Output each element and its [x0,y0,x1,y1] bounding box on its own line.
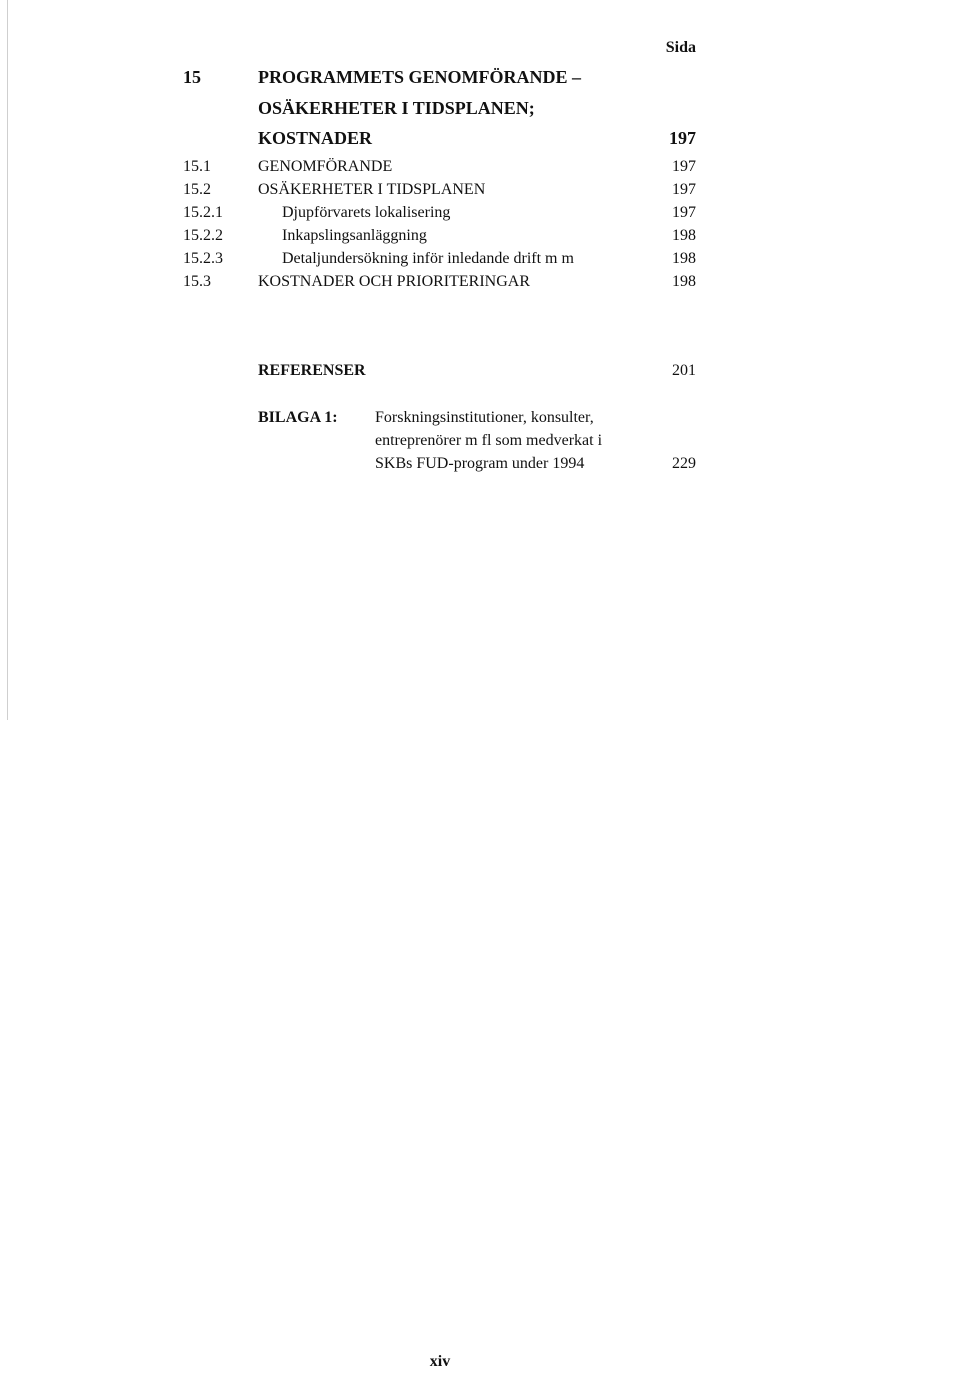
toc-entry-title: GENOMFÖRANDE [258,158,393,175]
toc-entry-page: 197 [672,181,696,198]
footer-page-number: xiv [429,1353,451,1370]
toc-entry-title: Detaljundersökning inför inledande drift m m [282,250,574,267]
toc-entry-page: 197 [672,204,696,221]
toc-entry-number: 15.2.3 [183,250,223,267]
appendix-page: 229 [672,455,696,472]
toc-entry-page: 198 [672,227,696,244]
toc-entry-page: 198 [672,250,696,267]
chapter-title-line-2: OSÄKERHETER I TIDSPLANEN; [258,98,535,118]
toc-entry-title: OSÄKERHETER I TIDSPLANEN [258,181,486,198]
toc-entry-page: 197 [672,158,696,175]
chapter-title-line-3: KOSTNADER [258,128,373,148]
page-column-header: Sida [665,39,696,56]
toc-entry-title: Inkapslingsanläggning [282,227,427,244]
scan-edge-line [7,0,8,720]
appendix-label: BILAGA 1: [258,409,338,426]
appendix-title-line-1: Forskningsinstitutioner, konsulter, [375,409,594,426]
toc-entry-title: KOSTNADER OCH PRIORITERINGAR [258,273,531,290]
references-label: REFERENSER [258,362,366,379]
toc-entry-page: 198 [672,273,696,290]
toc-entry-number: 15.2.2 [183,227,223,244]
appendix-title-line-2: entreprenörer m fl som medverkat i [375,432,603,449]
appendix-title-line-3: SKBs FUD-program under 1994 [375,455,585,472]
toc-entry-number: 15.3 [183,273,211,290]
toc-entry-number: 15.1 [183,158,211,175]
chapter-number: 15 [183,67,201,87]
references-page: 201 [672,362,696,379]
chapter-page: 197 [669,128,696,148]
toc-entry-number: 15.2 [183,181,211,198]
toc-entry-number: 15.2.1 [183,204,223,221]
chapter-title-line-1: PROGRAMMETS GENOMFÖRANDE – [258,67,581,87]
toc-entry-title: Djupförvarets lokalisering [282,204,451,221]
